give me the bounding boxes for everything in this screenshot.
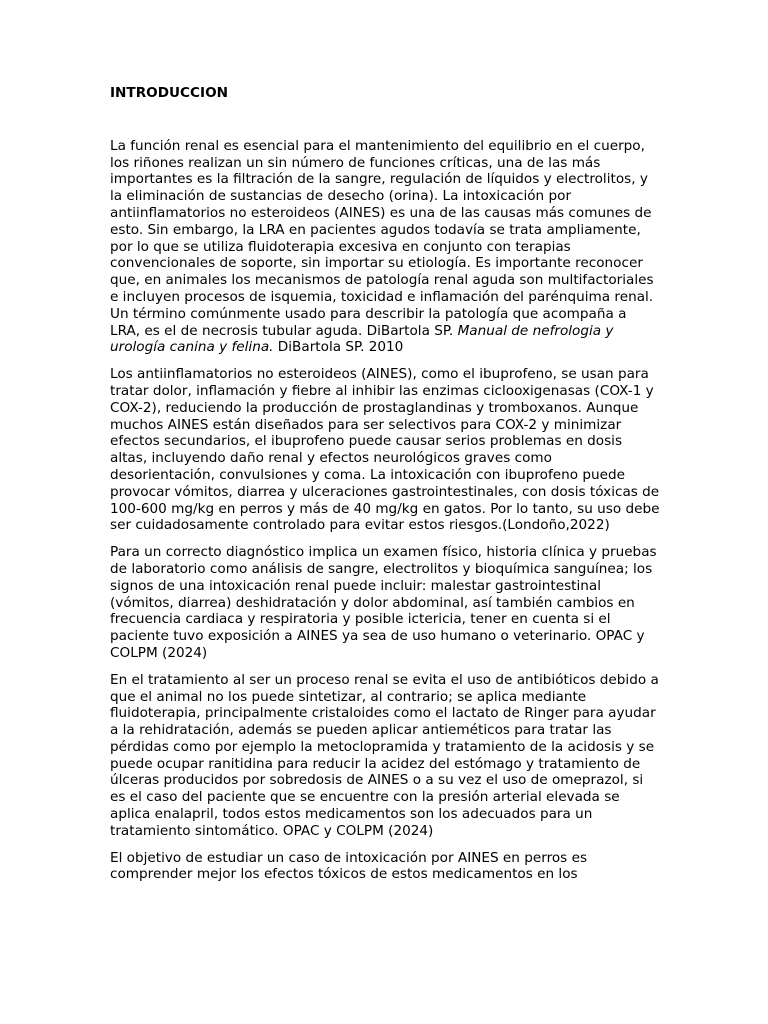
paragraph-treatment: En el tratamiento al ser un proceso renal se evita el uso de antibióticos debido a que el animal no los puede sintetizar, al contrario; se aplica mediante fluidoterapia, principalmente cristaloides como el lactato de Ringer para ayudar a la rehidratación, además se pueden aplicar antieméticos para tratar las pérdidas como por ejemplo la metoclopramida y tratamiento de la acidosis y se puede ocupar ranitidina para reducir la acidez del estómago y tratamiento de úlceras producidos por sobredosis de AINES o a su vez el uso de omeprazol, si es el caso del paciente que se encuentre con la presión arterial elevada se aplica enalapril, todos estos medicamentos son los adecuados para un tratamiento sintomático. OPAC y COLPM (2024)	[110, 671, 659, 839]
document-body	[110, 85, 660, 893]
paragraph-objective: El objetivo de estudiar un caso de intoxicación por AINES en perros es comprender mejor los efectos tóxicos de estos medicamentos en los	[110, 849, 588, 883]
paragraph-aines: Los antiinflamatorios no esteroideos (AINES), como el ibuprofeno, se usan para tratar dolor, inflamación y fiebre al inhibir las enzimas ciclooxigenasas (COX-1 y COX-2), reduciendo la producción de prostaglandinas y tromboxanos. Aunque muchos AINES están diseñados para ser selectivos para COX-2 y minimizar efectos secundarios, el ibuprofeno puede causar serios problemas en dosis altas, incluyendo daño renal y efectos neurológicos graves como desorientación, convulsiones y coma. La intoxicación con ibuprofeno puede provocar vómitos, diarrea y ulceraciones gastrointestinales, con dosis tóxicas de 100-600 mg/kg en perros y más de 40 mg/kg en gatos. Por lo tanto, su uso debe ser cuidadosamente controlado para evitar estos riesgos.(Londoño,2022)	[110, 366, 660, 534]
section-heading: INTRODUCCION	[110, 85, 228, 101]
paragraph-renal-function	[110, 138, 660, 356]
paragraph-diagnosis: Para un correcto diagnóstico implica un examen físico, historia clínica y pruebas de laboratorio como análisis de sangre, electrolitos y bioquímica sanguínea; los signos de una intoxicación renal puede incluir: malestar gastrointestinal (vómitos, diarrea) deshidratación y dolor abdominal, así también cambios en frecuencia cardiaca y respiratoria y posible ictericia, tener en cuenta si el paciente tuvo exposición a AINES ya sea de uso humano o veterinario. OPAC y COLPM (2024)	[110, 544, 657, 661]
citation-book-title: Manual de nefrologia y urología canina y felina.	[110, 322, 614, 356]
paragraph-1-text: La función renal es esencial para el mantenimiento del equilibrio en el cuerpo, los riñones realizan un sin número de funciones críticas, una de las más importantes es la filtración de la sangre, regulación de líquidos y electrolitos, y la eliminación de sustancias de desecho (orina). La intoxicación por antiinflamatorios no esteroideos (AINES) es una de las causas más comunes de esto. Sin embargo, la LRA en pacientes agudos todavía se trata ampliamente, por lo que se utiliza fluidoterapia excesiva en conjunto con terapias convencionales de soporte, sin importar su etiología. Es importante reconocer que, en animales los mecanismos de patología renal aguda son multifactoriales e incluyen procesos de isquemia, toxicidad e inflamación del parénquima renal. Un término comúnmente usado para describir la patología que acompaña a LRA, es el de necrosis tubular aguda. DiBartola SP.	[110, 137, 654, 339]
paragraph-1-citation-tail: DiBartola SP. 2010	[273, 339, 404, 356]
